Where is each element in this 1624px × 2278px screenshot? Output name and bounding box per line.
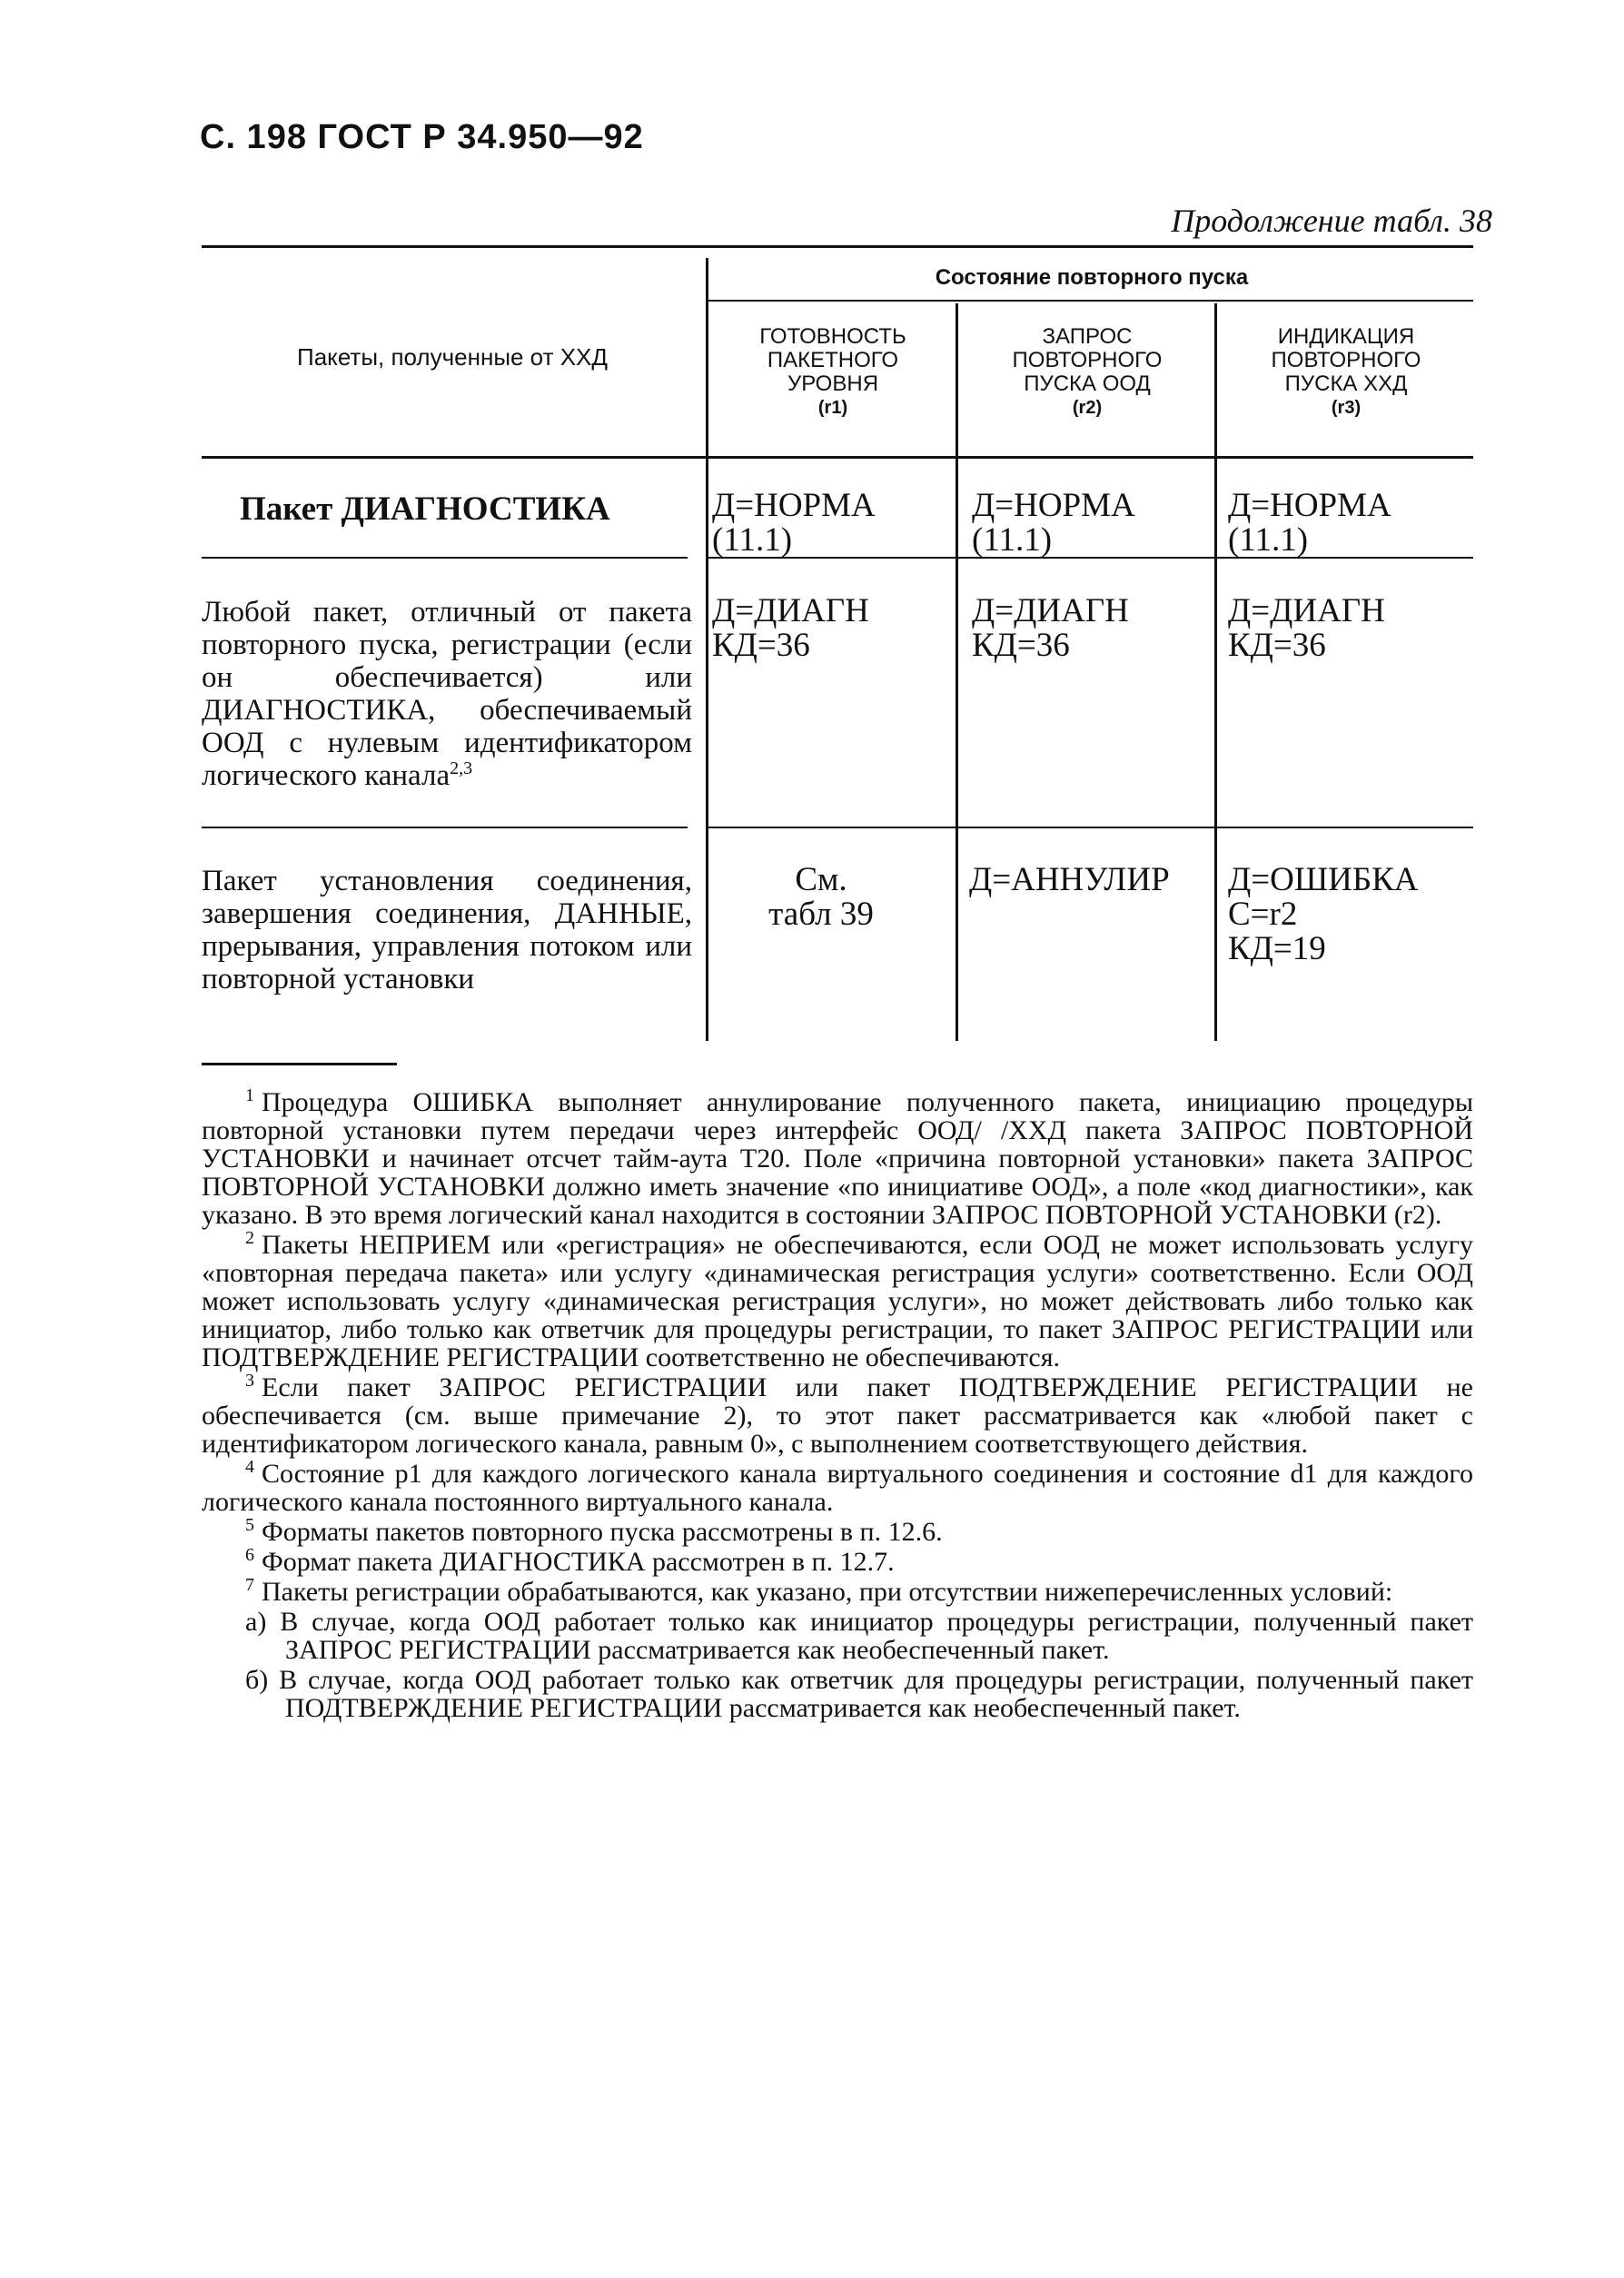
footnote-number: 3 bbox=[245, 1371, 254, 1391]
column-header-r3 bbox=[1233, 325, 1460, 420]
footnote-text: Состояние p1 для каждого логического канала виртуального соединения и состояние d1 для каждого логического канала постоянного виртуального канала. bbox=[202, 1459, 1473, 1517]
footnote-number: 4 bbox=[245, 1457, 254, 1477]
item-marker: б) bbox=[245, 1665, 269, 1695]
row3-cell-r1: См. табл 39 bbox=[768, 861, 874, 933]
packets-from-dce-header: Пакеты, полученные от ХХД bbox=[297, 343, 608, 371]
footnote-7 bbox=[202, 1575, 1473, 1607]
footnote-text: Форматы пакетов повторного пуска рассмотрены в п. 12.6. bbox=[262, 1517, 943, 1547]
footnote-text: Формат пакета ДИАГНОСТИКА рассмотрен в п. 12.7. bbox=[262, 1547, 895, 1577]
footnote-7-item-b bbox=[245, 1666, 1473, 1722]
row2-cell-r2: Д=ДИАГН КД=36 bbox=[972, 592, 1129, 664]
column-header-r3-code: (r3) bbox=[1331, 398, 1362, 418]
column-header-r1 bbox=[724, 325, 942, 420]
row-label-any-packet-text: Любой пакет, отличный от пакета повторного пуска, регистрации (если он обеспечивается) или ДИАГНОСТИКА, обеспечиваемый ООД с нулевым идентификатором логического канала bbox=[202, 596, 692, 792]
footnote-7-item-a bbox=[245, 1608, 1473, 1664]
row3-cell-r3: Д=ОШИБКА С=r2 КД=19 bbox=[1228, 861, 1419, 967]
column-header-r2 bbox=[974, 325, 1201, 420]
row1-left-rule bbox=[202, 557, 688, 559]
footnote-number: 2 bbox=[245, 1228, 254, 1248]
footnote-3 bbox=[202, 1373, 1473, 1458]
footnote-number: 1 bbox=[245, 1085, 254, 1105]
row1-cell-r3: Д=НОРМА (11.1) bbox=[1228, 487, 1391, 559]
state-table bbox=[202, 245, 1473, 1045]
row1-cell-r1: Д=НОРМА (11.1) bbox=[712, 487, 876, 559]
footnote-4 bbox=[202, 1457, 1473, 1517]
row1-cell-r2: Д=НОРМА (11.1) bbox=[972, 487, 1135, 559]
footnote-number: 5 bbox=[245, 1515, 254, 1535]
item-marker: а) bbox=[245, 1607, 267, 1637]
header-bottom-rule bbox=[202, 456, 1473, 459]
row3-cell-r2: Д=АННУЛИР bbox=[969, 861, 1170, 898]
column-header-r2-code: (r2) bbox=[1072, 398, 1103, 418]
table-top-rule bbox=[202, 245, 1473, 248]
footnotes bbox=[202, 1085, 1474, 1724]
footnote-number: 6 bbox=[245, 1545, 254, 1565]
row-label-any-packet-footnote-ref: 2,3 bbox=[450, 758, 473, 778]
item-text: В случае, когда ООД работает только как инициатор процедуры регистрации, полученный пакет ЗАПРОС РЕГИСТРАЦИИ рассматривается как необеспеченный пакет. bbox=[280, 1607, 1474, 1665]
footnote-5 bbox=[202, 1515, 1473, 1547]
column-header-r3-name: ИНДИКАЦИЯ ПОВТОРНОГО ПУСКА ХХД bbox=[1271, 324, 1421, 396]
table-continuation-label: Продолжение табл. 38 bbox=[1171, 203, 1492, 239]
column-header-r1-name: ГОТОВНОСТЬ ПАКЕТНОГО УРОВНЯ bbox=[759, 324, 906, 396]
footnote-text: Если пакет ЗАПРОС РЕГИСТРАЦИИ или пакет ПОДТВЕРЖДЕНИЕ РЕГИСТРАЦИИ не обеспечивается (см. выше примечание 2), то этот пакет рассматривается как «любой пакет с идентификатором логического канала, равным 0», с выполнением соответствующего действия. bbox=[202, 1372, 1473, 1459]
table-column-divider-1 bbox=[706, 258, 708, 1041]
column-header-r2-name: ЗАПРОС ПОВТОРНОГО ПУСКА ООД bbox=[1012, 324, 1163, 396]
page-header: С. 198 ГОСТ Р 34.950—92 bbox=[200, 118, 644, 156]
footnote-separator bbox=[202, 1063, 397, 1065]
footnote-text: Процедура ОШИБКА выполняет аннулирование полученного пакета, инициацию процедуры повторной установки путем передачи через интерфейс ООД/ /ХХД пакета ЗАПРОС ПОВТОРНОЙ УСТАНОВКИ и начинает отсчет тайм-аута Т20. Поле «причина повторной установки» пакета ЗАПРОС ПОВТОРНОЙ УСТАНОВКИ должно иметь значение «по инициативе ООД», а поле «код диагностики», как указано. В это время логический канал находится в состоянии ЗАПРОС ПОВТОРНОЙ УСТАНОВКИ (r2). bbox=[202, 1087, 1473, 1230]
row-label-connection-packet: Пакет установления соединения, завершения соединения, ДАННЫЕ, прерывания, управления потоком или повторной установки bbox=[202, 865, 692, 995]
group-header-rule bbox=[706, 300, 1473, 302]
table-column-divider-2 bbox=[956, 303, 958, 1041]
footnote-text: Пакеты НЕПРИЕМ или «регистрация» не обеспечиваются, если ООД не может использовать услугу «повторная передача пакета» или услугу «динамическая регистрация услуги» соответственно. Если ООД может использовать услугу «динамическая регистрация услуги», но может действовать либо только как инициатор, либо только как ответчик для процедуры регистрации, то пакет ЗАПРОС РЕГИСТРАЦИИ или ПОДТВЕРЖДЕНИЕ РЕГИСТРАЦИИ соответственно не обеспечиваются. bbox=[202, 1230, 1473, 1372]
row-label-diagnostic-packet: Пакет ДИАГНОСТИКА bbox=[240, 490, 610, 528]
table-column-divider-3 bbox=[1214, 303, 1217, 1041]
item-text: В случае, когда ООД работает только как ответчик для процедуры регистрации, полученный пакет ПОДТВЕРЖДЕНИЕ РЕГИСТРАЦИИ рассматривается как необеспеченный пакет. bbox=[279, 1665, 1474, 1723]
footnote-number: 7 bbox=[245, 1575, 254, 1595]
row2-cell-r3: Д=ДИАГН КД=36 bbox=[1228, 592, 1385, 664]
row-label-any-packet bbox=[202, 596, 692, 792]
footnote-2 bbox=[202, 1228, 1473, 1372]
row2-left-rule bbox=[202, 827, 688, 828]
footnote-6 bbox=[202, 1545, 1473, 1577]
restart-state-group-header: Состояние повторного пуска bbox=[935, 265, 1249, 290]
row2-right-rule bbox=[706, 827, 1473, 828]
footnote-text: Пакеты регистрации обрабатываются, как указано, при отсутствии нижеперечисленных условий: bbox=[262, 1577, 1393, 1607]
column-header-r1-code: (r1) bbox=[817, 398, 848, 418]
footnote-1 bbox=[202, 1085, 1473, 1230]
row2-cell-r1: Д=ДИАГН КД=36 bbox=[712, 592, 869, 664]
